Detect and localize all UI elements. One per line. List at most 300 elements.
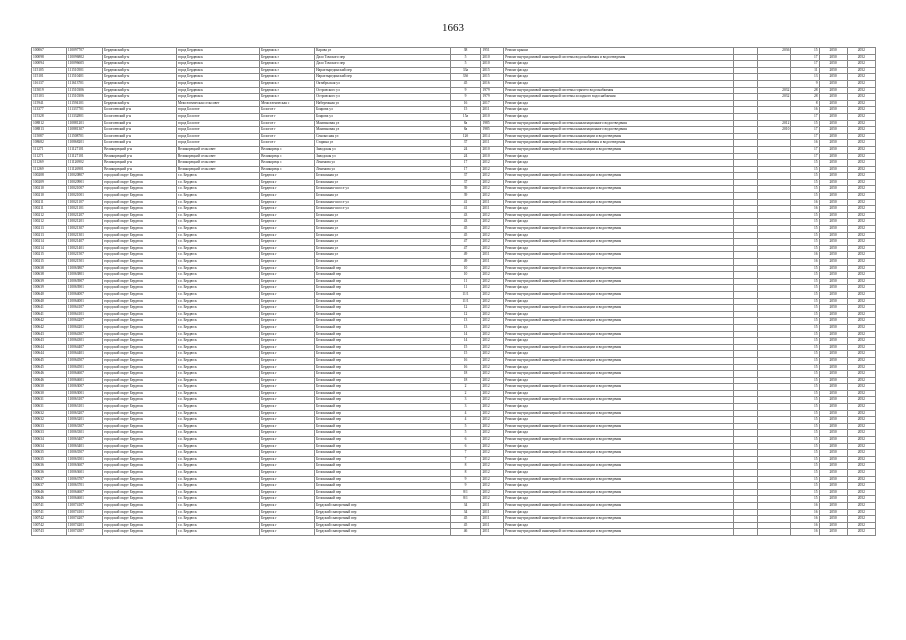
- table-cell: 37: [450, 179, 481, 186]
- table-cell: Ремонт фасада: [504, 166, 733, 173]
- table-cell: 2050: [819, 404, 847, 411]
- table-cell: Великорецк с: [260, 146, 315, 153]
- table-cell: 2050: [819, 179, 847, 186]
- table-cell: 115105: [32, 67, 67, 74]
- table-cell: 17: [791, 153, 819, 160]
- table-cell: [733, 476, 757, 483]
- table-cell: городской округ Бердюск: [103, 232, 177, 239]
- table-cell: г.о. Бердюск: [176, 417, 259, 424]
- table-cell: 110020807: [66, 173, 102, 180]
- table-cell: 2050: [819, 252, 847, 259]
- table-cell: город Бердюжск: [176, 54, 259, 61]
- table-cell: 110063507: [66, 450, 102, 457]
- table-cell: 111269: [32, 160, 67, 167]
- table-cell: 100635: [32, 450, 67, 457]
- table-cell: Бердюск г: [260, 463, 315, 470]
- table-cell: [757, 516, 791, 523]
- table-cell: 100743: [32, 529, 67, 536]
- table-cell: городской округ Бердюск: [103, 371, 177, 378]
- table-cell: Белоконный пер: [315, 463, 451, 470]
- table-cell: 111508701: [66, 133, 102, 140]
- table-cell: [733, 489, 757, 496]
- table-cell: 2012: [481, 483, 504, 490]
- table-cell: [733, 450, 757, 457]
- table-cell: Бердюск г: [260, 291, 315, 298]
- table-cell: Ремонт внутридомовой инженерной системы канализации и водоотведения: [504, 463, 733, 470]
- table-cell: [757, 502, 791, 509]
- table-cell: 110097707: [66, 48, 102, 55]
- table-cell: 110064101: [66, 311, 102, 318]
- table-cell: Ремонт крыши: [504, 48, 733, 55]
- table-cell: Бердюск г: [260, 516, 315, 523]
- table-cell: 100646: [32, 377, 67, 384]
- table-cell: Бердюск г: [260, 285, 315, 292]
- table-cell: Островского ул: [315, 87, 451, 94]
- table-cell: городской округ Бердюск: [103, 219, 177, 226]
- table-cell: г.о. Бердюск: [176, 456, 259, 463]
- table-cell: Ремонт фасада: [504, 338, 733, 345]
- table-row: [32, 186, 876, 193]
- table-cell: Белоконный пер: [315, 318, 451, 325]
- table-cell: г.о. Бердюск: [176, 219, 259, 226]
- table-cell: Бологое г: [260, 113, 315, 120]
- table-cell: Бердюск г: [260, 456, 315, 463]
- table-cell: 110063307: [66, 423, 102, 430]
- table-cell: 2050: [819, 331, 847, 338]
- table-cell: [733, 305, 757, 312]
- table-row: [32, 324, 876, 331]
- table-cell: 2050: [819, 443, 847, 450]
- table-cell: [757, 232, 791, 239]
- table-cell: город Бологое: [176, 107, 259, 114]
- table-cell: Бердюжский р-н: [103, 74, 177, 81]
- table-cell: городской округ Бердюск: [103, 437, 177, 444]
- table-cell: Белоконный пер: [315, 437, 451, 444]
- table-cell: г.о. Бердюск: [176, 232, 259, 239]
- table-cell: Белоконный пер: [315, 338, 451, 345]
- table-cell: Бердский сыворотный пер: [315, 502, 451, 509]
- table-cell: 110868201: [66, 140, 102, 147]
- table-cell: 15: [791, 377, 819, 384]
- table-cell: 2012: [481, 410, 504, 417]
- table-cell: 110063401: [66, 443, 102, 450]
- table-cell: г.о. Бердюск: [176, 278, 259, 285]
- table-cell: городской округ Бердюск: [103, 298, 177, 305]
- table-row: [32, 166, 876, 173]
- table-cell: Бердюск г: [260, 305, 315, 312]
- table-row: [32, 94, 876, 101]
- table-cell: 100639: [32, 278, 67, 285]
- table-row: [32, 397, 876, 404]
- table-cell: Белоконный пер: [315, 377, 451, 384]
- table-cell: 7: [450, 456, 481, 463]
- table-cell: 2050: [819, 470, 847, 477]
- table-cell: [733, 509, 757, 516]
- table-cell: [733, 140, 757, 147]
- table-cell: Бологоевский р-н: [103, 140, 177, 147]
- table-cell: 110063607: [66, 463, 102, 470]
- table-cell: Бердюск г: [260, 193, 315, 200]
- table-cell: [757, 193, 791, 200]
- table-cell: 2012: [481, 186, 504, 193]
- table-cell: 2050: [819, 456, 847, 463]
- table-cell: Бердюск г: [260, 377, 315, 384]
- table-cell: [733, 239, 757, 246]
- table-cell: 100633: [32, 423, 67, 430]
- table-row: [32, 239, 876, 246]
- table-cell: 15: [791, 193, 819, 200]
- table-cell: 2050: [819, 324, 847, 331]
- table-cell: Ремонт внутридомовой инженерной системы канализации и водоотведения: [504, 371, 733, 378]
- table-cell: 2052: [847, 522, 875, 529]
- table-cell: [757, 259, 791, 266]
- table-cell: Ремонт внутридомовой инженерной системы канализации и водоотведения: [504, 397, 733, 404]
- table-cell: 2010: [481, 146, 504, 153]
- table-cell: городской округ Бердюск: [103, 338, 177, 345]
- table-cell: 2010: [481, 54, 504, 61]
- table-cell: [733, 160, 757, 167]
- table-cell: Бердюск г: [260, 509, 315, 516]
- table-cell: Ремонт внутридомовой инженерной системы канализации и водоотведения: [504, 410, 733, 417]
- table-cell: 39: [450, 186, 481, 193]
- table-cell: г.о. Бердюск: [176, 384, 259, 391]
- table-cell: Ремонт фасада: [504, 483, 733, 490]
- table-cell: 15: [791, 278, 819, 285]
- table-cell: Бердюск г: [260, 390, 315, 397]
- table-cell: 2012: [481, 331, 504, 338]
- table-cell: 2052: [847, 252, 875, 259]
- table-cell: городской округ Бердюск: [103, 206, 177, 213]
- table-cell: Лененова ул: [315, 166, 451, 173]
- table-cell: Заводская ул: [315, 153, 451, 160]
- table-cell: 2012: [481, 219, 504, 226]
- table-cell: 15а: [450, 113, 481, 120]
- table-cell: [757, 311, 791, 318]
- table-cell: [757, 331, 791, 338]
- table-cell: 15: [791, 265, 819, 272]
- table-cell: 17: [791, 54, 819, 61]
- table-cell: Бологоевский р-н: [103, 120, 177, 127]
- table-cell: 2050: [819, 87, 847, 94]
- table-cell: 15: [791, 324, 819, 331]
- table-cell: 111510401: [66, 74, 102, 81]
- table-cell: 15: [791, 160, 819, 167]
- table-cell: [757, 324, 791, 331]
- table-cell: Ремонт фасада: [504, 232, 733, 239]
- table-cell: 100644: [32, 351, 67, 358]
- table-cell: Дало Томского пер: [315, 54, 451, 61]
- table-cell: 15: [791, 179, 819, 186]
- table-cell: 2050: [819, 74, 847, 81]
- table-cell: [757, 219, 791, 226]
- table-cell: Ремонт внутридомовой инженерной системы канализации и водоотведения: [504, 291, 733, 298]
- table-cell: Ремонт фасада: [504, 522, 733, 529]
- table-cell: Ремонт внутридомовой инженерной системы горячего водоснабжения: [504, 87, 733, 94]
- table-cell: Ремонт фасада: [504, 113, 733, 120]
- table-cell: Белоконный пер: [315, 410, 451, 417]
- table-cell: Ремонт внутридомовой инженерной системы канализации и водоотведения: [504, 199, 733, 206]
- table-cell: 2052: [847, 80, 875, 87]
- table-cell: г.о. Бердюск: [176, 410, 259, 417]
- table-cell: 110063107: [66, 397, 102, 404]
- table-cell: 2052: [847, 364, 875, 371]
- table-cell: 2052: [847, 94, 875, 101]
- table-cell: Нарахтырединский пер: [315, 67, 451, 74]
- table-cell: 100645: [32, 364, 67, 371]
- table-cell: [757, 80, 791, 87]
- table-cell: городской округ Бердюск: [103, 291, 177, 298]
- table-cell: Бологое г: [260, 133, 315, 140]
- table-cell: г.о. Бердюск: [176, 502, 259, 509]
- table-cell: Бердюск г: [260, 410, 315, 417]
- table-cell: 2012: [481, 291, 504, 298]
- table-cell: 2052: [847, 166, 875, 173]
- table-cell: 16: [450, 357, 481, 364]
- table-cell: 2050: [819, 417, 847, 424]
- table-cell: 108682: [32, 140, 67, 147]
- table-cell: г.о. Бердюск: [176, 496, 259, 503]
- table-cell: Бердюск г: [260, 450, 315, 457]
- table-cell: [733, 338, 757, 345]
- table-cell: 16: [791, 252, 819, 259]
- table-cell: [757, 483, 791, 490]
- table-cell: 2011: [481, 199, 504, 206]
- table-cell: Бологое г: [260, 120, 315, 127]
- table-cell: Белоконная ул: [315, 212, 451, 219]
- table-cell: Белоконный пер: [315, 272, 451, 279]
- table-cell: 110021407: [66, 239, 102, 246]
- table-row: [32, 390, 876, 397]
- table-cell: 100636: [32, 463, 67, 470]
- table-cell: городской округ Бердюск: [103, 443, 177, 450]
- table-cell: 110063601: [66, 470, 102, 477]
- table-cell: 45: [450, 516, 481, 523]
- table-cell: 17: [450, 166, 481, 173]
- table-cell: Бердюск г: [260, 206, 315, 213]
- table-cell: Бердюск г: [260, 298, 315, 305]
- table-cell: г.о. Бердюск: [176, 285, 259, 292]
- table-cell: 15: [791, 397, 819, 404]
- table-cell: 2050: [819, 232, 847, 239]
- table-cell: [757, 298, 791, 305]
- table-cell: г.о. Бердюск: [176, 291, 259, 298]
- table-cell: г.о. Бердюск: [176, 397, 259, 404]
- register-table: [31, 47, 876, 536]
- table-cell: 2052: [847, 324, 875, 331]
- table-cell: 110021207: [66, 212, 102, 219]
- table-cell: 2012: [481, 443, 504, 450]
- table-cell: [733, 173, 757, 180]
- table-cell: 4: [450, 410, 481, 417]
- table-cell: 2052: [847, 397, 875, 404]
- table-cell: Заводская ул: [315, 146, 451, 153]
- table-cell: городской округ Бердюск: [103, 456, 177, 463]
- table-cell: 17: [791, 133, 819, 140]
- table-cell: 47: [450, 245, 481, 252]
- table-cell: 2050: [819, 259, 847, 266]
- table-cell: г.о. Бердюск: [176, 265, 259, 272]
- table-cell: [757, 153, 791, 160]
- table-cell: Бердюжск г: [260, 67, 315, 74]
- table-cell: [733, 67, 757, 74]
- table-cell: 110063807: [66, 265, 102, 272]
- table-cell: городской округ Бердюск: [103, 384, 177, 391]
- table-cell: Бердюск г: [260, 351, 315, 358]
- table-cell: 37: [450, 173, 481, 180]
- table-cell: Мантиновая ул: [315, 120, 451, 127]
- table-cell: 2050: [819, 140, 847, 147]
- table-cell: 18: [450, 371, 481, 378]
- table-cell: 2052: [847, 87, 875, 94]
- table-cell: городской округ Бердюск: [103, 423, 177, 430]
- table-cell: 2052: [847, 516, 875, 523]
- table-cell: 5: [450, 430, 481, 437]
- register-table-body: [32, 48, 876, 536]
- table-cell: 2052: [847, 463, 875, 470]
- table-cell: город Бердюжск: [176, 67, 259, 74]
- table-cell: г.о. Бердюск: [176, 199, 259, 206]
- table-cell: 100212: [32, 212, 67, 219]
- table-cell: 2012: [481, 179, 504, 186]
- table-cell: [757, 522, 791, 529]
- table-cell: Белоконный пер: [315, 351, 451, 358]
- table-cell: 100211: [32, 206, 67, 213]
- table-cell: 39: [450, 193, 481, 200]
- table-cell: 2050: [819, 153, 847, 160]
- table-cell: [733, 107, 757, 114]
- table-cell: Бердюжский р-н: [103, 48, 177, 55]
- table-cell: Ремонт фасада: [504, 219, 733, 226]
- table-cell: 15: [791, 331, 819, 338]
- table-cell: Великорецкий р-н: [103, 146, 177, 153]
- table-cell: 111613701: [66, 80, 102, 87]
- table-cell: городской округ Бердюск: [103, 324, 177, 331]
- table-cell: 115103: [32, 94, 67, 101]
- table-row: [32, 496, 876, 503]
- table-cell: Ремонт фасада: [504, 364, 733, 371]
- table-cell: городской округ Бердюск: [103, 417, 177, 424]
- table-cell: 110064307: [66, 331, 102, 338]
- table-row: [32, 529, 876, 536]
- table-cell: 2012: [481, 470, 504, 477]
- table-cell: Бердюск г: [260, 245, 315, 252]
- table-cell: [733, 199, 757, 206]
- table-cell: [757, 390, 791, 397]
- table-cell: Бердюск г: [260, 179, 315, 186]
- table-cell: Ремонт внутридомовой инженерной системы канализации и водоотведения: [504, 437, 733, 444]
- table-cell: 2050: [819, 502, 847, 509]
- table-cell: 2052: [847, 212, 875, 219]
- table-cell: 2050: [819, 476, 847, 483]
- table-cell: 34: [450, 509, 481, 516]
- table-cell: г.о. Бердюск: [176, 516, 259, 523]
- table-cell: 2050: [819, 516, 847, 523]
- table-cell: Бологоевский р-н: [103, 113, 177, 120]
- table-cell: Бердский сыворотный пер: [315, 529, 451, 536]
- table-cell: г.о. Бердюск: [176, 357, 259, 364]
- table-cell: 100633: [32, 430, 67, 437]
- table-cell: 100742: [32, 522, 67, 529]
- table-cell: Белоконный пер: [315, 331, 451, 338]
- table-cell: 33а: [450, 67, 481, 74]
- table-cell: 2015: [481, 67, 504, 74]
- table-cell: 1979: [481, 94, 504, 101]
- table-cell: 2050: [819, 437, 847, 444]
- table-cell: Белоконный пер: [315, 489, 451, 496]
- table-cell: [733, 113, 757, 120]
- table-cell: 2012: [481, 318, 504, 325]
- table-cell: 38: [450, 48, 481, 55]
- table-cell: 100646: [32, 371, 67, 378]
- table-cell: [757, 107, 791, 114]
- table-cell: г.о. Бердюск: [176, 489, 259, 496]
- table-cell: 2052: [847, 496, 875, 503]
- table-cell: 2011: [481, 522, 504, 529]
- table-cell: 2012: [481, 489, 504, 496]
- table-cell: [733, 252, 757, 259]
- table-cell: [733, 496, 757, 503]
- table-cell: [733, 259, 757, 266]
- table-row: [32, 364, 876, 371]
- table-cell: 2052: [847, 470, 875, 477]
- table-cell: город Бердюжск: [176, 94, 259, 101]
- table-cell: 100214: [32, 245, 67, 252]
- table-cell: город Бологое: [176, 140, 259, 147]
- table-cell: городской округ Бердюск: [103, 496, 177, 503]
- table-cell: Бердюск г: [260, 443, 315, 450]
- table-cell: [757, 371, 791, 378]
- table-cell: 2010: [481, 153, 504, 160]
- table-cell: 110021007: [66, 186, 102, 193]
- table-row: [32, 245, 876, 252]
- table-cell: [733, 61, 757, 68]
- table-cell: г.о. Бердюск: [176, 470, 259, 477]
- table-cell: 110064601: [66, 496, 102, 503]
- table-cell: 2012: [481, 390, 504, 397]
- table-cell: 2036: [757, 48, 791, 55]
- table-cell: 2012: [481, 160, 504, 167]
- table-cell: Ремонт фасада: [504, 456, 733, 463]
- table-cell: 100639: [32, 285, 67, 292]
- table-cell: Белоконный пер: [315, 423, 451, 430]
- table-cell: 15: [791, 212, 819, 219]
- table-cell: 110021501: [66, 259, 102, 266]
- table-cell: [757, 186, 791, 193]
- table-cell: 2050: [819, 351, 847, 358]
- table-cell: Белоконный пер: [315, 470, 451, 477]
- table-cell: Боярова ул: [315, 107, 451, 114]
- table-cell: 2012: [481, 496, 504, 503]
- table-cell: 110074201: [66, 522, 102, 529]
- table-cell: 2052: [847, 173, 875, 180]
- table-cell: 113377: [32, 107, 67, 114]
- table-cell: Ремонт фасада: [504, 285, 733, 292]
- table-cell: 100630: [32, 384, 67, 391]
- table-cell: 2052: [847, 107, 875, 114]
- table-cell: Ремонт внутридомовой инженерной системы водоснабжения и водоотведения: [504, 54, 733, 61]
- table-cell: Бердский сыворотный пер: [315, 509, 451, 516]
- table-cell: 15: [791, 476, 819, 483]
- table-cell: 110021301: [66, 232, 102, 239]
- table-cell: 110064407: [66, 344, 102, 351]
- table-row: [32, 437, 876, 444]
- table-cell: 2052: [847, 351, 875, 358]
- table-cell: 2050: [819, 193, 847, 200]
- table-cell: [757, 133, 791, 140]
- table-cell: 100641: [32, 305, 67, 312]
- table-cell: город Бердюжск: [176, 80, 259, 87]
- table-cell: 111510306: [66, 94, 102, 101]
